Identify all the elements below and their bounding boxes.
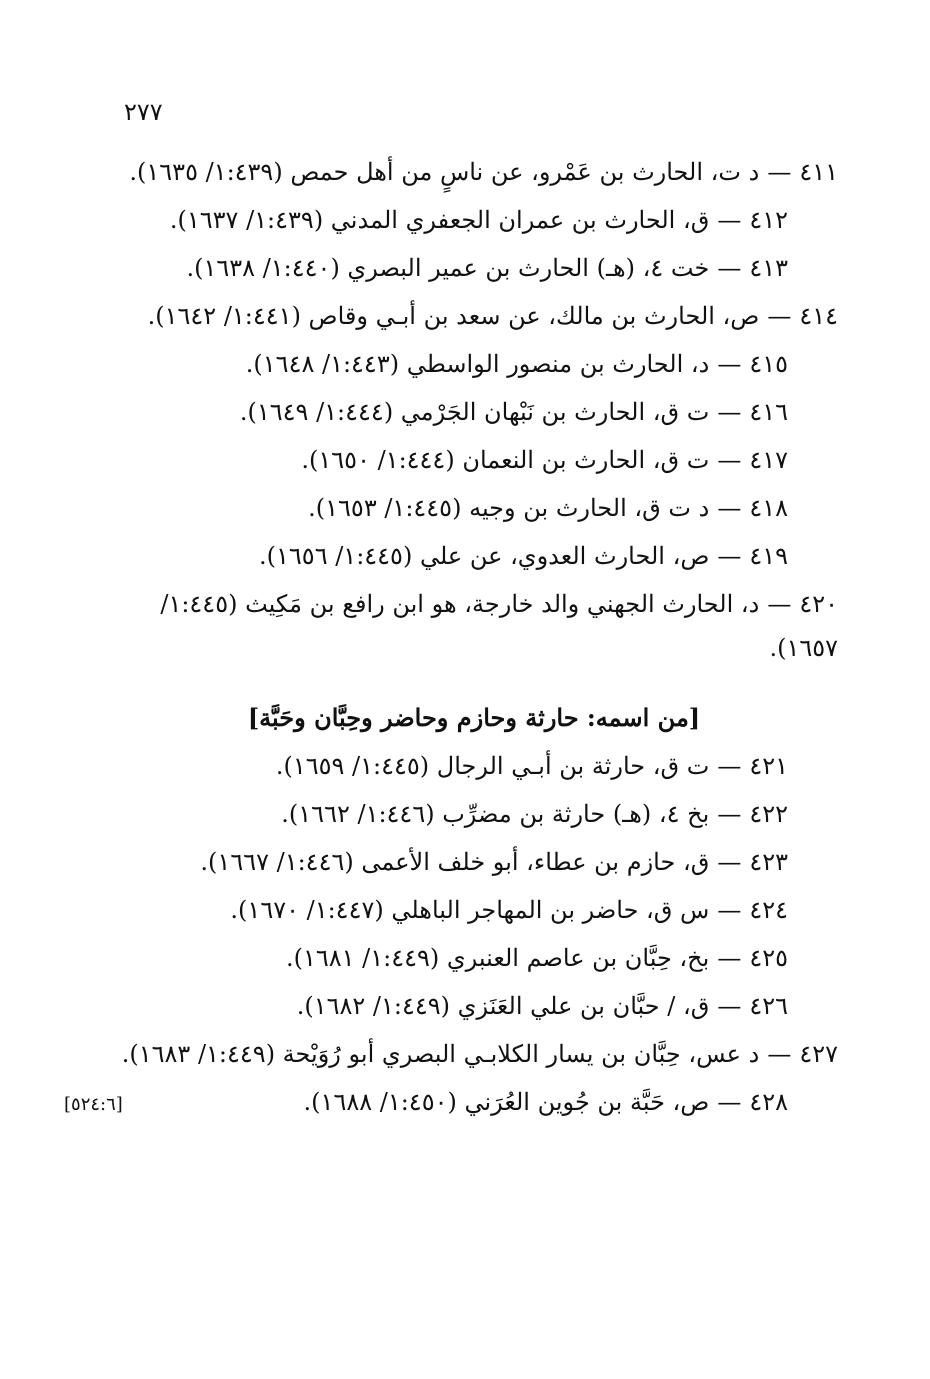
entry-number: ٤١٣ bbox=[749, 254, 788, 282]
entry-row bbox=[120, 582, 838, 670]
entry-text: ق، حازم بن عطاء، أبو خلف الأعمى (١:٤٤٦/ ١٦٦٧). bbox=[200, 848, 710, 876]
entry-dash: — bbox=[717, 848, 742, 876]
entry-row bbox=[120, 744, 788, 788]
entry-row bbox=[120, 792, 788, 836]
entry-text: ق، الحارث بن عمران الجعفري المدني (١:٤٣٩/ ١٦٣٧). bbox=[169, 206, 710, 234]
entry-dash: — bbox=[717, 542, 742, 570]
entry-dash: — bbox=[767, 1040, 792, 1068]
entry-number: ٤١١ bbox=[799, 158, 838, 186]
entry-row bbox=[120, 984, 788, 1028]
entries-group-a bbox=[120, 150, 838, 670]
entry-number: ٤١٩ bbox=[749, 542, 788, 570]
entry-row bbox=[120, 438, 788, 482]
entry-text: د، الحارث الجهني والد خارجة، هو ابن رافع بن مَكِيث (١:٤٤٥/ ١٦٥٧). bbox=[160, 590, 838, 662]
entry-number: ٤١٢ bbox=[749, 206, 788, 234]
page-number: ٢٧٧ bbox=[124, 98, 163, 126]
entry-dash: — bbox=[717, 1088, 742, 1116]
entry-text: د، الحارث بن منصور الواسطي (١:٤٤٣/ ١٦٤٨). bbox=[245, 350, 710, 378]
entry-dash: — bbox=[717, 992, 742, 1020]
section-heading: [من اسمه: حارثة وحازم وحاضر وحِبَّان وحَبَّة] bbox=[247, 703, 701, 732]
entry-row bbox=[120, 342, 788, 386]
entry-text: ص، حَبَّة بن جُوين العُرَني (١:٤٥٠/ ١٦٨٨). bbox=[303, 1088, 710, 1116]
entry-dash: — bbox=[717, 896, 742, 924]
entries-group-b bbox=[120, 744, 838, 1124]
entry-row bbox=[120, 246, 788, 290]
entry-row bbox=[120, 150, 838, 194]
entry-text: بخ، حِبَّان بن عاصم العنبري (١:٤٤٩/ ١٦٨١). bbox=[285, 944, 710, 972]
entry-dash: — bbox=[717, 446, 742, 474]
entry-row bbox=[120, 294, 838, 338]
entry-text: ص، الحارث العدوي، عن علي (١:٤٤٥/ ١٦٥٦). bbox=[259, 542, 710, 570]
entry-number: ٤٢٣ bbox=[749, 848, 788, 876]
entry-text: ص، الحارث بن مالك، عن سعد بن أبـي وقاص (١:٤٤١/ ١٦٤٢). bbox=[147, 302, 760, 330]
entry-text: س ق، حاضر بن المهاجر الباهلي (١:٤٤٧/ ١٦٧٠). bbox=[230, 896, 710, 924]
entry-row bbox=[120, 840, 788, 884]
entry-row bbox=[120, 534, 788, 578]
entry-dash: — bbox=[717, 752, 742, 780]
entry-number: ٤١٧ bbox=[749, 446, 788, 474]
entry-row bbox=[120, 936, 788, 980]
entry-dash: — bbox=[717, 800, 742, 828]
entry-number: ٤١٤ bbox=[799, 302, 838, 330]
entry-row bbox=[120, 1032, 838, 1076]
entry-number: ٤٢٦ bbox=[749, 992, 788, 1020]
entry-dash: — bbox=[767, 158, 792, 186]
entry-dash: — bbox=[717, 350, 742, 378]
entry-text: ت ق، الحارث بن نَبْهان الجَرْمي (١:٤٤٤/ ١٦٤٩). bbox=[239, 398, 710, 426]
entry-row bbox=[120, 888, 788, 932]
entry-text: د عس، حِبَّان بن يسار الكلابـي البصري أبو رُوَيْحة (١:٤٤٩/ ١٦٨٣). bbox=[121, 1040, 760, 1068]
entry-number: ٤٢٠ bbox=[799, 590, 838, 618]
entry-number: ٤٢٧ bbox=[799, 1040, 838, 1068]
entry-text: ق، / حبَّان بن علي العَنَزي (١:٤٤٩/ ١٦٨٢). bbox=[296, 992, 710, 1020]
entry-dash: — bbox=[717, 254, 742, 282]
margin-reference: [٥٢٤:٦] bbox=[64, 1094, 123, 1115]
entry-number: ٤١٨ bbox=[749, 494, 788, 522]
entry-row bbox=[120, 198, 788, 242]
entry-dash: — bbox=[767, 590, 792, 618]
entry-text: ت ق، حارثة بن أبـي الرجال (١:٤٤٥/ ١٦٥٩). bbox=[275, 752, 710, 780]
entry-dash: — bbox=[717, 494, 742, 522]
entry-number: ٤٢٢ bbox=[749, 800, 788, 828]
entry-number: ٤١٥ bbox=[749, 350, 788, 378]
entry-text: ت ق، الحارث بن النعمان (١:٤٤٤/ ١٦٥٠). bbox=[301, 446, 710, 474]
entry-dash: — bbox=[717, 398, 742, 426]
entry-dash: — bbox=[767, 302, 792, 330]
entry-row bbox=[120, 1080, 788, 1124]
entry-text: خت ٤، (هـ) الحارث بن عمير البصري (١:٤٤٠/ ١٦٣٨). bbox=[186, 254, 710, 282]
entries-list bbox=[120, 150, 838, 1128]
entry-number: ٤٢٥ bbox=[749, 944, 788, 972]
entry-dash: — bbox=[717, 944, 742, 972]
entry-row bbox=[120, 486, 788, 530]
entry-text: د ت ق، الحارث بن وجيه (١:٤٤٥/ ١٦٥٣). bbox=[308, 494, 710, 522]
entry-number: ٤١٦ bbox=[749, 398, 788, 426]
entry-number: ٤٢٨ bbox=[749, 1088, 788, 1116]
entry-row bbox=[120, 390, 788, 434]
entry-number: ٤٢٤ bbox=[749, 896, 788, 924]
entry-dash: — bbox=[717, 206, 742, 234]
entry-number: ٤٢١ bbox=[749, 752, 788, 780]
entry-text: بخ ٤، (هـ) حارثة بن مضرِّب (١:٤٤٦/ ١٦٦٢). bbox=[281, 800, 710, 828]
entry-text: د ت، الحارث بن عَمْرو، عن ناسٍ من أهل حمص (١:٤٣٩/ ١٦٣٥). bbox=[129, 158, 760, 186]
